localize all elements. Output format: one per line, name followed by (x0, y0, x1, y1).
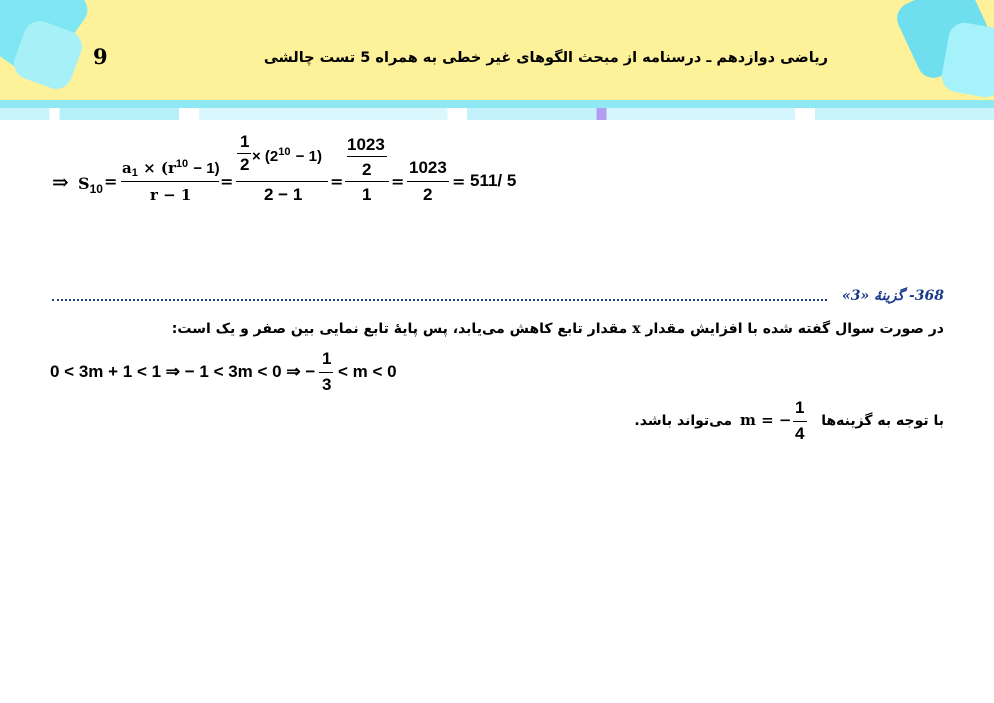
frac2-rest: × (2 (252, 148, 279, 165)
s10-symbol (78, 174, 103, 196)
final-part-b: می‌تواند باشد. (634, 413, 732, 429)
s10-letter: S (78, 174, 90, 193)
frac1-numerator (122, 158, 220, 179)
final-m-equals: m = − (740, 411, 792, 429)
frac1-a-sub: 1 (131, 167, 138, 179)
explanation-part-a: در صورت سوال گفته شده با افزایش مقدار (645, 321, 944, 337)
s10-subscript: 10 (89, 182, 103, 196)
final-frac-num: 1 (795, 398, 805, 417)
frac2-half-num: 1 (240, 132, 250, 151)
frac2-half-den: 2 (240, 155, 250, 174)
frac2-exp: 10 (278, 146, 291, 158)
equals-4: = (391, 172, 405, 191)
frac3-bar (345, 181, 389, 182)
page-header (0, 0, 994, 100)
frac1-bar (121, 181, 219, 182)
implies-arrow: ⇒ (52, 170, 69, 194)
inequality-chain: 0 < 3m + 1 < 1 ⇒ − 1 < 3m < 0 ⇒ − (50, 362, 316, 381)
inequality-frac-den: 3 (322, 375, 332, 394)
equals-1: = (104, 172, 118, 191)
frac4-bar (407, 181, 449, 182)
frac1-a: a (122, 159, 132, 177)
explanation-line (172, 321, 944, 337)
inequality-frac-num: 1 (322, 349, 332, 368)
frac1-tail: − 1) (193, 160, 220, 177)
frac2-num-rest (252, 146, 322, 165)
final-frac-bar (793, 421, 807, 422)
frac4-denominator: 2 (423, 185, 433, 204)
equals-3: = (330, 172, 344, 191)
answer-heading: 368- گزینهٔ «3» (841, 288, 944, 304)
result-value: 511/ 5 (470, 171, 517, 190)
final-part-a: با توجه به گزینه‌ها (821, 413, 944, 429)
frac2-bar (236, 181, 328, 182)
frac2-denominator: 2 − 1 (264, 185, 303, 204)
header-stripe-2 (0, 108, 994, 120)
explanation-part-b: مقدار تابع کاهش می‌یابد، پس پایهٔ تابع نمایی بین صفر و یک است: (171, 321, 628, 337)
frac3-mid: 2 (362, 160, 372, 179)
frac3-denominator: 1 (362, 185, 372, 204)
page-title: ریاضی دوازدهم ـ درسنامه از مبحث الگوهای غیر خطی به همراه 5 تست چالشی (263, 50, 828, 66)
frac1-denominator: r − 1 (150, 186, 192, 204)
frac2-tail: − 1) (295, 148, 323, 165)
frac1-exp: 10 (175, 158, 189, 170)
page-number: 9 (93, 44, 108, 69)
dotted-leader (52, 299, 827, 301)
frac4-numerator: 1023 (409, 158, 447, 177)
equals-2: = (220, 172, 234, 191)
variable-x: x (632, 321, 641, 337)
frac3-top: 1023 (347, 135, 385, 154)
inequality-frac-bar (319, 372, 333, 373)
inequality-right: < m < 0 (338, 362, 397, 381)
header-stripe (0, 100, 994, 108)
final-frac-den: 4 (795, 424, 805, 443)
equals-5: = (452, 172, 466, 191)
frac2-half-bar (237, 153, 251, 154)
frac1-rest: × (r (143, 159, 176, 177)
frac3-inner-bar (347, 156, 387, 157)
